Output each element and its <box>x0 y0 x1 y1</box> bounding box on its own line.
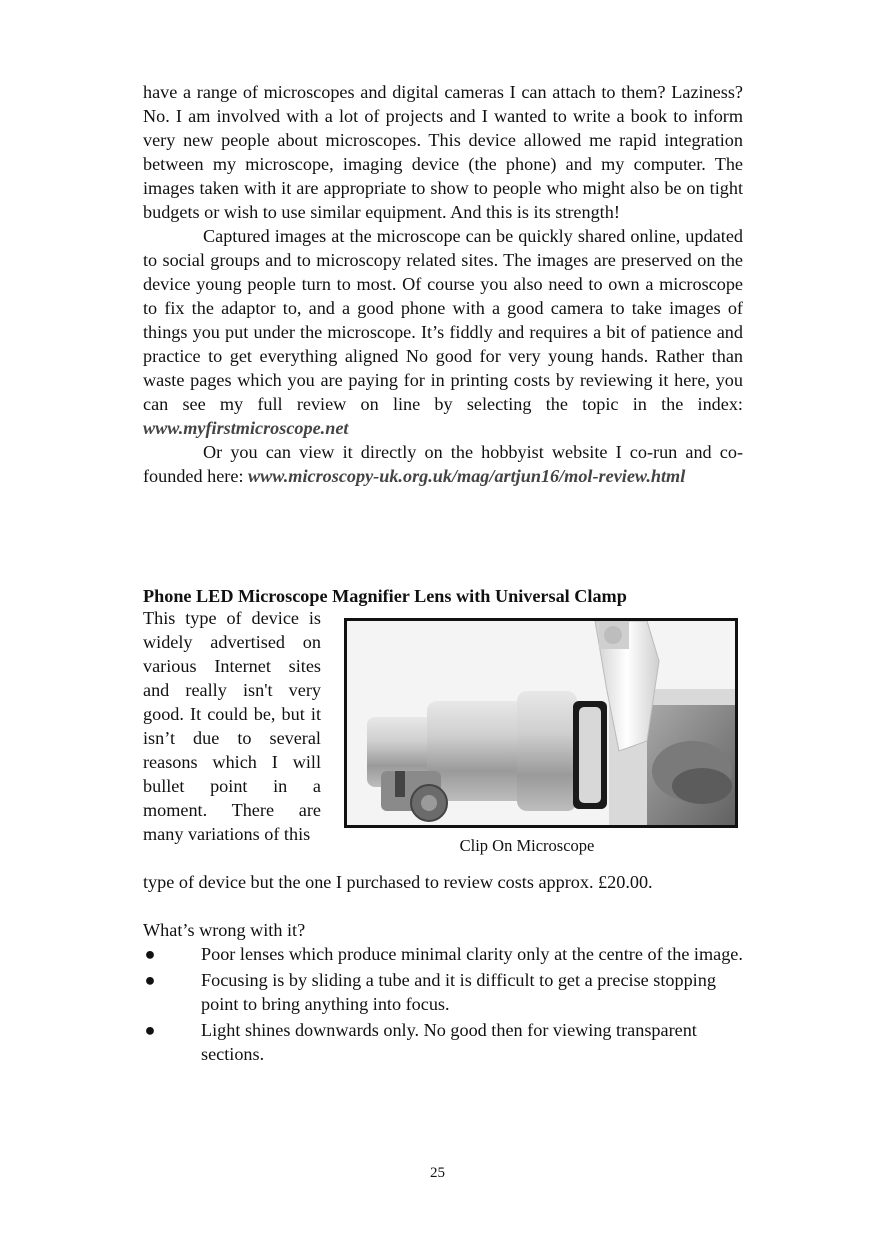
device-section <box>143 606 743 855</box>
bullet-icon: ● <box>144 944 156 964</box>
list-item-text: Poor lenses which produce minimal clarity only at the centre of the image. <box>201 944 743 964</box>
bullet-icon: ● <box>144 1020 156 1040</box>
device-continuation: type of device but the one I purchased to review costs approx. £20.00. <box>143 872 653 892</box>
section-heading: Phone LED Microscope Magnifier Lens with Universal Clamp <box>143 586 627 606</box>
paragraph-2-text: Captured images at the microscope can be quickly shared online, updated to social groups and to microscopy related sites. The images are preserved on the device young people turn to most. Of course you also need to own a microscope to fix the adaptor to, and a good phone with a good camera to take images of things you put under the microscope. It’s fiddly and requires a bit of patience and practice to get everything aligned No good for very young hands. Rather than waste pages which you are paying for in printing costs by reviewing it here, you can see my full review on line by selecting the topic in the index: <box>143 226 743 414</box>
list-item-text: Focusing is by sliding a tube and it is difficult to get a precise stopping point to bring anything into focus. <box>201 970 716 1014</box>
list-item <box>143 968 743 1016</box>
list-item-text: Light shines downwards only. No good then for viewing transparent sections. <box>201 1020 697 1064</box>
bullet-icon: ● <box>144 970 156 990</box>
paragraph-1: have a range of microscopes and digital cameras I can attach to them? Laziness? No. I am involved with a lot of projects and I wanted to write a book to inform very new people about microscopes. This device allowed me rapid integration between my microscope, imaging device (the phone) and my computer. The images taken with it are appropriate to show to people who might also be on tight budgets or wish to use similar equipment. And this is its strength! <box>143 82 743 222</box>
paragraph-2 <box>143 224 743 440</box>
whats-wrong-section <box>143 918 743 1068</box>
device-description: This type of device is widely advertised on various Internet sites and really isn't very good. It could be, but it isn’t due to several reasons which I will bullet point in a moment. There are many variations of this <box>143 608 321 844</box>
paragraph-3 <box>143 440 743 488</box>
problem-list <box>143 942 743 1066</box>
intro-section <box>143 80 743 488</box>
paragraph-3-text: Or you can view it directly on the hobbyist website I co-run and co-founded here: <box>143 442 743 486</box>
myfirstmicroscope-link[interactable]: www.myfirstmicroscope.net <box>143 418 349 438</box>
microscopy-uk-link[interactable]: www.microscopy-uk.org.uk/mag/artjun16/mol-review.html <box>248 466 686 486</box>
list-item <box>143 942 743 966</box>
page-number: 25 <box>430 1165 445 1181</box>
list-item <box>143 1018 743 1066</box>
whats-wrong-question: What’s wrong with it? <box>143 920 306 940</box>
figure-caption: Clip On Microscope <box>459 836 595 855</box>
clip-on-microscope-image <box>344 618 738 828</box>
microscope-illustration <box>347 621 735 825</box>
